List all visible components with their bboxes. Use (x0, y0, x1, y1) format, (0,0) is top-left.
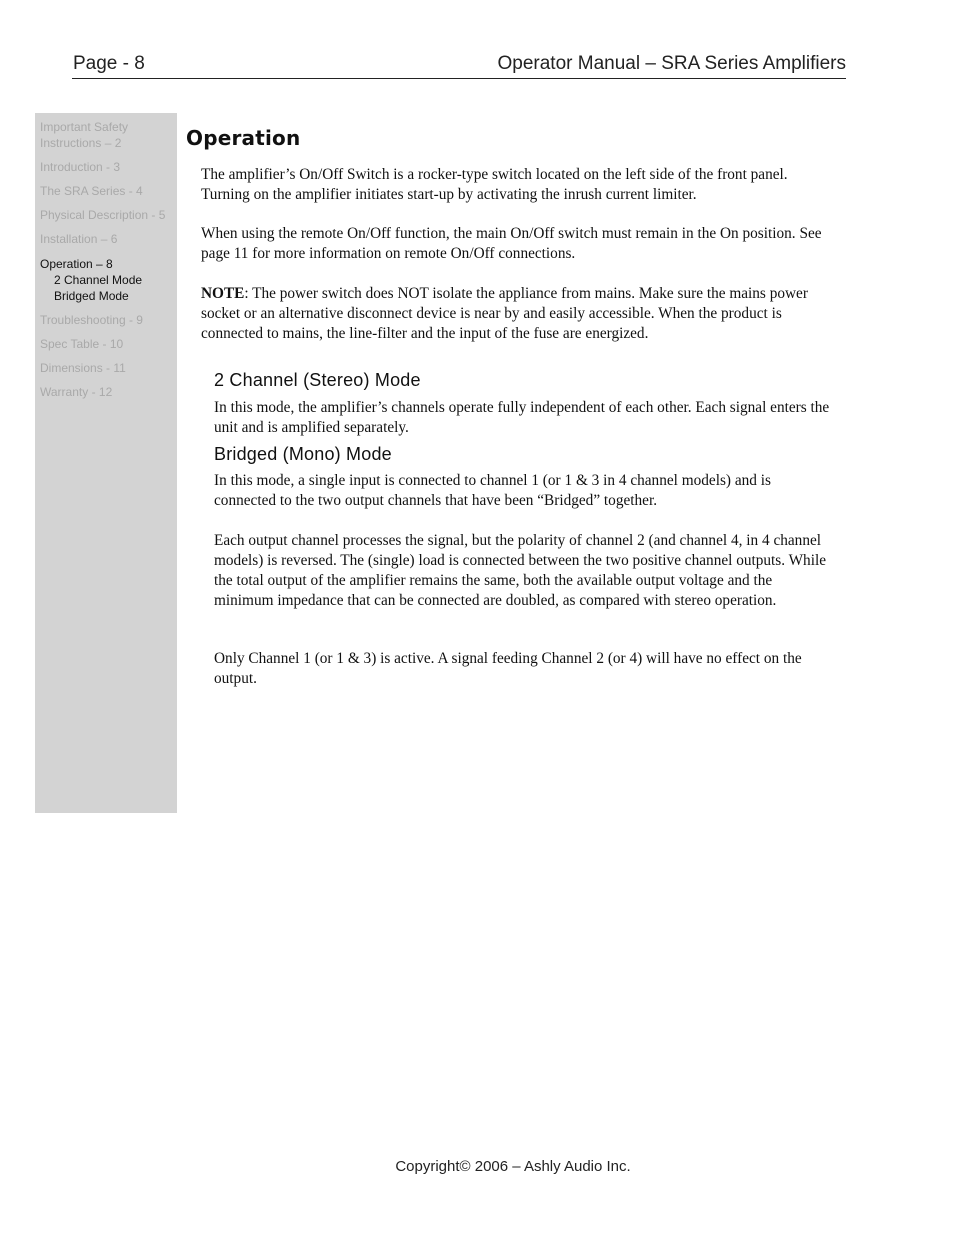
sidebar-item-installation[interactable]: Installation – 6 (40, 232, 118, 246)
sidebar-item-warranty[interactable]: Warranty - 12 (40, 385, 113, 399)
section-paragraph: In this mode, a single input is connected to channel 1 (or 1 & 3 in 4 channel models) and is connected to the two output channels that have been “Bridged” together. (214, 472, 771, 509)
sidebar-nav (35, 113, 177, 813)
note-text: : The power switch does NOT isolate the appliance from mains. Make sure the mains power socket or an alternative disconnect device is near by and easily accessible. When the product is connected to mains, the line-filter and the input of the fuse are energized. (201, 285, 808, 342)
manual-title: Operator Manual – SRA Series Amplifiers (497, 53, 846, 74)
section-paragraph: Only Channel 1 (or 1 & 3) is active. A signal feeding Channel 2 (or 4) will have no effect on the output. (214, 650, 802, 687)
section-heading-stereo-mode: 2 Channel (Stereo) Mode (214, 370, 421, 390)
note-paragraph (201, 284, 841, 344)
section-paragraph: In this mode, the amplifier’s channels operate fully independent of each other. Each signal enters the unit and is amplified separately. (214, 399, 830, 436)
copyright-footer: Copyright© 2006 – Ashly Audio Inc. (395, 1158, 631, 1175)
sidebar-item-sra-series[interactable]: The SRA Series - 4 (40, 184, 143, 198)
sidebar-subitem-2-channel-mode[interactable]: 2 Channel Mode (54, 273, 143, 287)
section-paragraph: Each output channel processes the signal, but the polarity of channel 2 (and channel 4, in 4 channel models) is reversed. The (single) load is connected between the two positive channel outputs. While the total output of the amplifier remains the same, both the available output voltage and the minimum impedance that can be connected are doubled, as compared with stereo operation. (214, 532, 826, 609)
sidebar-item-label: Instructions – 2 (40, 136, 122, 150)
sidebar-item-physical-description[interactable]: Physical Description - 5 (40, 208, 166, 222)
page-number: Page - 8 (73, 53, 145, 74)
intro-paragraph: When using the remote On/Off function, the main On/Off switch must remain in the On position. See page 11 for more information on remote On/Off connections. (201, 225, 822, 262)
note-label: NOTE (201, 285, 245, 302)
page-header (72, 51, 846, 79)
sidebar-item-troubleshooting[interactable]: Troubleshooting - 9 (40, 313, 143, 327)
sidebar-item-introduction[interactable]: Introduction - 3 (40, 160, 121, 174)
sidebar-item-label: Important Safety (40, 120, 129, 134)
sidebar-item-spec-table[interactable]: Spec Table - 10 (40, 337, 124, 351)
intro-paragraph: The amplifier’s On/Off Switch is a rocker-type switch located on the left side of the front panel. Turning on the amplifier initiates start-up by activating the inrush current limiter. (201, 166, 788, 203)
section-heading-bridged-mode: Bridged (Mono) Mode (214, 444, 392, 464)
sidebar-item-operation[interactable]: Operation – 8 (40, 257, 113, 271)
sidebar-item-important-safety[interactable] (40, 119, 174, 151)
page-title: Operation (186, 126, 301, 150)
sidebar-item-dimensions[interactable]: Dimensions - 11 (40, 361, 126, 375)
sidebar-subitem-bridged-mode[interactable]: Bridged Mode (54, 289, 129, 303)
